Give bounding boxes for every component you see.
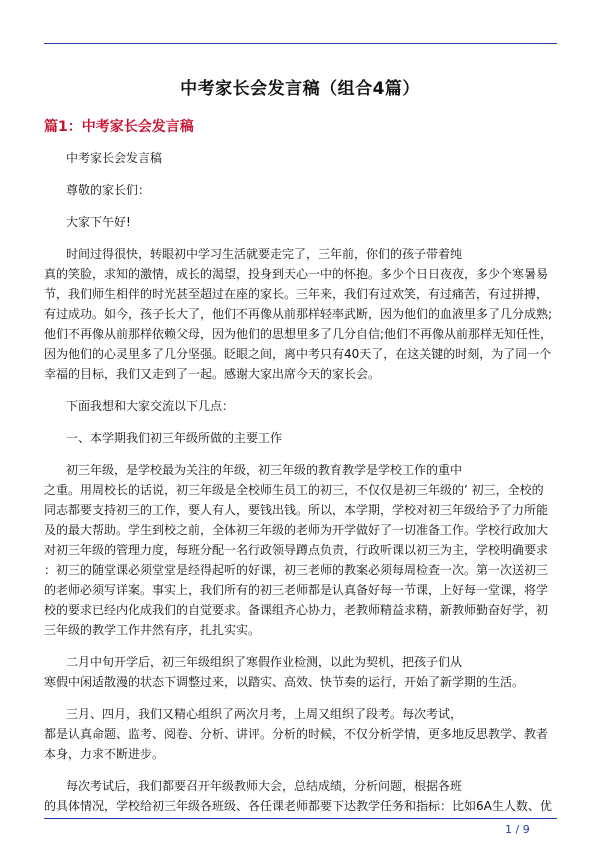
paragraph	[44, 704, 556, 764]
text-line: 校的要求已经内化成我们的自觉要求。备课组齐心协力，老教师精益求精，新教师勤奋好学，初	[44, 603, 549, 617]
text-line: ：初三的随堂课必须堂堂是经得起听的好课，初三老师的教案必须每周检查一次。第一次送初三	[44, 563, 549, 577]
header-rule	[44, 43, 557, 44]
document-title: 中考家长会发言稿（组合4篇）	[180, 79, 420, 99]
text-line: 对初三年级的管理力度，每班分配一名行政领导蹲点负责，行政听课以初三为主，学校明确要求	[44, 543, 549, 557]
paragraph	[44, 212, 556, 232]
text-line: 的老师必须写详案。事实上，我们所有的初三老师都是认真备好每一节课，上好每一堂课，将学	[44, 583, 549, 597]
paragraph	[44, 148, 556, 168]
text-line: 一、本学期我们初三年级所做的主要工作	[66, 431, 283, 445]
text-line: 下面我想和大家交流以下几点：	[66, 399, 235, 413]
text-line: 中考家长会发言稿	[66, 151, 163, 165]
paragraph	[44, 244, 556, 384]
text-line: 初三年级，是学校最为关注的年级，初三年级的教育教学是学校工作的重中	[66, 463, 463, 477]
text-line: 之重。用周校长的话说，初三年级是全校师生员工的初三，不仅仅是初三年级的’ 初三，全校的	[44, 483, 544, 497]
text-line: 每次考试后，我们都要召开年级教师大会，总结成绩，分析问题，根据各班	[66, 779, 463, 793]
document-body	[44, 148, 556, 816]
paragraph	[44, 652, 556, 692]
text-line: 三月、四月，我们又精心组织了两次月考，上周又组织了段考。每次考试，	[66, 707, 463, 721]
text-line: 的具体情况，学校给初三年级各班级、各任课老师都要下达教学任务和指标：比如6A生人数、优	[44, 799, 552, 813]
paragraph	[44, 776, 556, 816]
text-line: 都是认真命题、监考、阅卷、分析、讲评。分析的时候，不仅分析学情，更多地反思教学、教者	[44, 727, 549, 741]
text-line: 寒假中闲适散漫的状态下调整过来，以踏实、高效、快节奏的运行，开始了新学期的生活。	[44, 675, 525, 689]
text-line: 节，我们师生相伴的时光甚至超过在座的家长。三年来，我们有过欢笑，有过痛苦，有过拼搏，	[44, 287, 549, 301]
text-line: 及的最大帮助。学生到校之前，全体初三年级的老师为开学做好了一切准备工作。学校行政加大	[44, 523, 549, 537]
text-line: 本身，力求不断进步。	[44, 747, 165, 761]
page-number: 1 / 9	[505, 823, 530, 836]
paragraph	[44, 428, 556, 448]
text-line: 真的笑脸，求知的激情，成长的渴望，投身到天心一中的怀抱。多少个日日夜夜，多少个寒暑易	[44, 267, 549, 281]
text-line: 二月中旬开学后，初三年级组织了寒假作业检测，以此为契机，把孩子们从	[66, 655, 463, 669]
text-line: 三年级的教学工作井然有序，扎扎实实。	[44, 623, 261, 637]
text-line: 时间过得很快，转眼初中学习生活就要走完了，三年前，你们的孩子带着纯	[66, 247, 463, 261]
text-line: 有过成功。如今，孩子长大了，他们不再像从前那样轻率武断，因为他们的血液里多了几分成熟;	[44, 307, 553, 321]
text-line: 大家下午好!	[66, 215, 131, 229]
footer-rule	[44, 818, 557, 819]
paragraph	[44, 460, 556, 640]
text-line: 他们不再像从前那样依赖父母，因为他们的思想里多了几分自信;他们不再像从前那样无知任性，	[44, 327, 553, 341]
text-line: 尊敬的家长们：	[66, 183, 151, 197]
text-line: 幸福的目标，我们又走到了一起。感谢大家出席今天的家长会。	[44, 367, 381, 381]
text-line: 因为他们的心灵里多了几分坚强。眨眼之间，离中考只有40天了，在这关键的时刻，为了同一个	[44, 347, 552, 361]
text-line: 同志都要支持初三的工作，要人有人，要钱出钱。所以，本学期，学校对初三年级给予了力所能	[44, 503, 549, 517]
section-heading: 篇1：中考家长会发言稿	[44, 119, 194, 135]
paragraph	[44, 396, 556, 416]
paragraph	[44, 180, 556, 200]
